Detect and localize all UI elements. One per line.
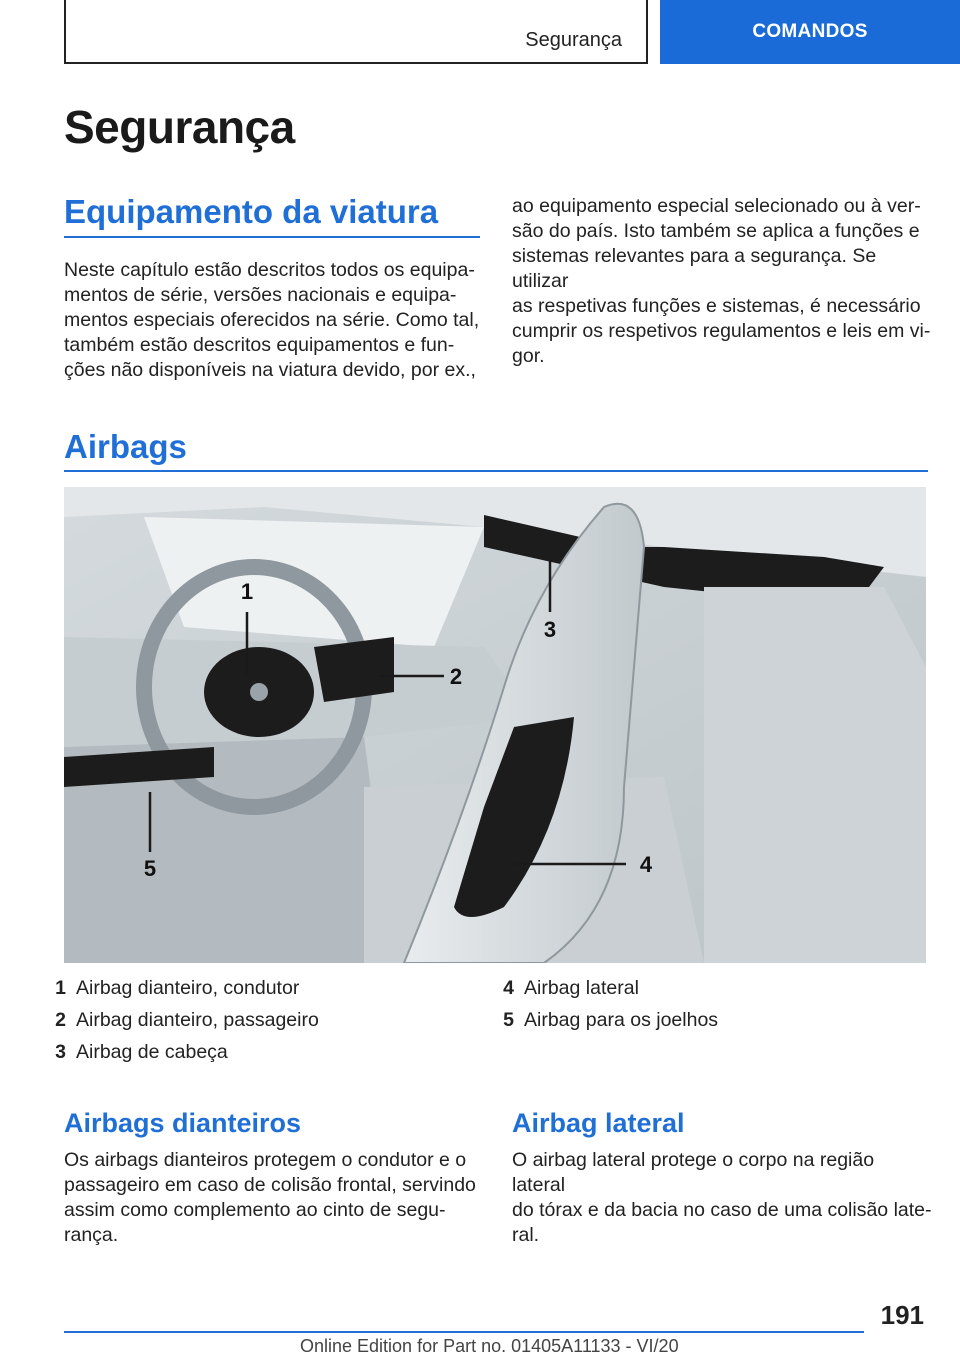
legend-item — [36, 972, 319, 1004]
text-line: O airbag lateral protege o corpo na região lateral — [512, 1149, 875, 1196]
equipamento-col1 — [64, 258, 484, 383]
bmw-logo-icon — [250, 683, 268, 701]
airbag-passenger-shape — [314, 637, 394, 702]
equipamento-col2 — [512, 194, 932, 369]
page-title: Segurança — [64, 101, 295, 153]
text-line: sistemas relevantes para a segurança. Se utilizar — [512, 245, 877, 292]
legend-item — [36, 1036, 319, 1068]
text-line: cumprir os respetivos regulamentos e leis em vi- — [512, 320, 931, 342]
callout-4: 4 — [639, 852, 653, 877]
text-line: do tórax e da bacia no caso de uma colisão late- — [512, 1199, 932, 1221]
header-section-title: Segurança — [525, 29, 622, 51]
airbag-illustration — [64, 487, 926, 963]
callout-5: 5 — [143, 856, 157, 881]
text-line: passageiro em caso de colisão frontal, servindo — [64, 1174, 476, 1196]
header-tab-comandos[interactable]: COMANDOS — [660, 0, 960, 64]
legend-item — [484, 972, 718, 1004]
footer-edition: Online Edition for Part no. 01405A11133 - VI/20 — [300, 1336, 679, 1356]
rear-seat — [704, 587, 926, 963]
text-line: ral. — [512, 1224, 540, 1246]
dianteiros-text — [64, 1148, 484, 1248]
text-line: assim como complemento ao cinto de segu- — [64, 1199, 446, 1221]
page-number: 191 — [880, 1300, 924, 1330]
legend-number: 2 — [55, 1009, 66, 1031]
text-line: as respetivas funções e sistemas, é necessário — [512, 295, 921, 317]
legend-item — [484, 1004, 718, 1036]
text-line: também estão descritos equipamentos e fun- — [64, 334, 455, 356]
legend-number: 4 — [503, 977, 514, 999]
legend-text: Airbag de cabeça — [76, 1041, 228, 1063]
text-line: gor. — [512, 345, 545, 367]
text-line: rança. — [64, 1224, 119, 1246]
text-line: Neste capítulo estão descritos todos os equipa- — [64, 259, 475, 281]
lateral-text — [512, 1148, 932, 1248]
legend-number: 3 — [55, 1041, 66, 1063]
legend-text: Airbag dianteiro, passageiro — [76, 1009, 319, 1031]
legend-item — [36, 1004, 319, 1036]
text-line: mentos especiais oferecidos na série. Como tal, — [64, 309, 480, 331]
callout-1: 1 — [240, 579, 254, 604]
text-line: mentos de série, versões nacionais e equipa- — [64, 284, 457, 306]
footer-rule — [64, 1331, 864, 1333]
legend-text: Airbag para os joelhos — [524, 1009, 719, 1031]
legend-number: 5 — [503, 1009, 514, 1031]
heading-airbag-lateral: Airbag lateral — [512, 1108, 685, 1138]
heading-rule — [64, 236, 480, 238]
legend-left — [36, 972, 319, 1068]
text-line: ao equipamento especial selecionado ou à ver- — [512, 195, 921, 217]
legend-right — [484, 972, 718, 1036]
legend-number: 1 — [55, 977, 66, 999]
heading-rule — [64, 470, 928, 472]
legend-text: Airbag dianteiro, condutor — [76, 977, 300, 999]
text-line: ções não disponíveis na viatura devido, por ex., — [64, 359, 476, 381]
heading-airbags: Airbags — [64, 428, 187, 465]
callout-3: 3 — [543, 617, 557, 642]
legend-text: Airbag lateral — [524, 977, 639, 999]
heading-equipamento: Equipamento da viatura — [64, 193, 439, 230]
text-line: Os airbags dianteiros protegem o condutor e o — [64, 1149, 467, 1171]
callout-2: 2 — [449, 664, 463, 689]
header-frame — [64, 0, 648, 64]
text-line: são do país. Isto também se aplica a funções e — [512, 220, 920, 242]
heading-airbags-dianteiros: Airbags dianteiros — [64, 1108, 302, 1138]
